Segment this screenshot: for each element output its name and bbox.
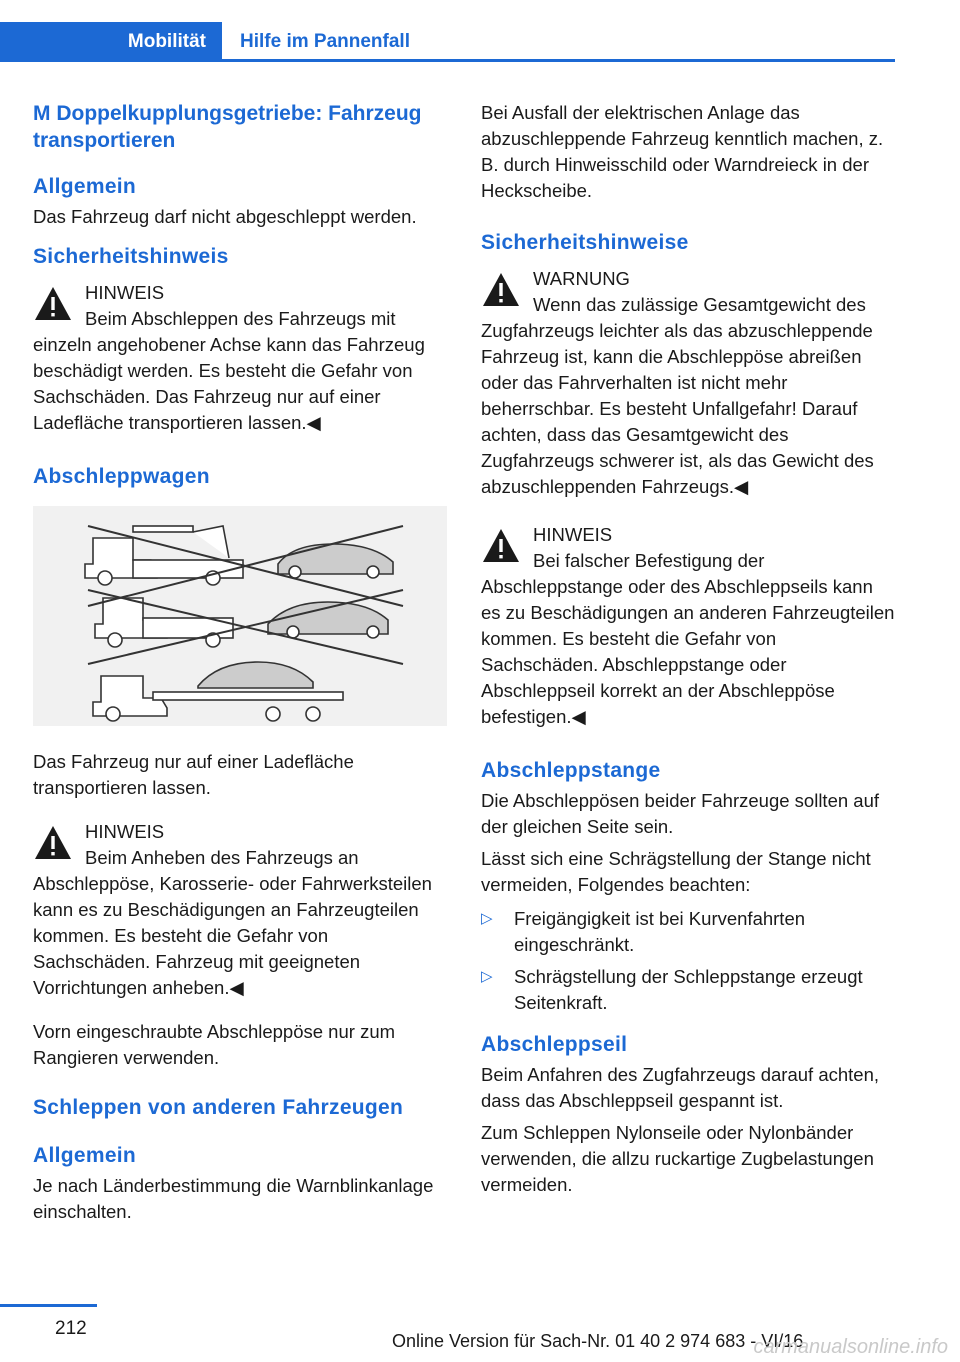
- allgemein-text: Das Fahrzeug darf nicht abgeschleppt werden.: [33, 206, 417, 227]
- intro-text: Bei Ausfall der elektrischen Anlage das abzuschleppende Fahrzeug kenntlich machen, z. B. durch Hinweisschild oder Warndreieck in der Heckscheibe.: [481, 102, 884, 201]
- stange-text-1: Die Abschleppösen beider Fahrzeuge sollten auf der gleichen Seite sein.: [481, 790, 880, 837]
- online-version-note: Online Version für Sach-Nr. 01 40 2 974 683 - VI/16: [392, 1331, 804, 1351]
- left-column: [33, 100, 447, 1239]
- list-item: ▷ Freigängigkeit ist bei Kurvenfahrten eingeschränkt.: [481, 908, 806, 955]
- warning-triangle-icon: [481, 526, 521, 566]
- heading-sicherheitshinweise: Sicherheitshinweise: [481, 231, 689, 254]
- heading-abschleppseil: Abschleppseil: [481, 1033, 628, 1056]
- warning-block: [33, 280, 447, 436]
- tab-underline: [222, 59, 895, 62]
- right-column: [481, 100, 895, 1212]
- transport-text: Das Fahrzeug nur auf einer Ladefläche transportieren lassen.: [33, 751, 354, 798]
- warning-block: [481, 266, 895, 500]
- warning-text: Wenn das zulässige Gesamtgewicht des Zugfahrzeugs leichter als das abzuschleppende Fahrzeug ist, kann die Abschleppöse abreißen oder das Fahrverhalten ist nicht mehr beherrschbar. Es besteht Unfallgefahr! Darauf achten, dass das Gesamtgewicht des Zugfahrzeugs schwerer ist, als das Gewicht des abzuschleppenden Fahrzeugs.◀: [481, 294, 874, 497]
- warning-text: Bei falscher Befestigung der Abschleppstange oder des Abschleppseils kann es zu Beschädigungen an anderen Fahrzeugteilen kommen. Es besteht die Gefahr von Sachschäden. Abschleppstange oder Abschleppseil korrekt an der Abschleppöse befestigen.◀: [481, 550, 895, 727]
- triangle-bullet-icon: ▷: [481, 968, 493, 985]
- warning-block: [481, 522, 895, 730]
- warning-text: Beim Abschleppen des Fahrzeugs mit einzeln angehobener Achse kann das Fahrzeug beschädigt werden. Es besteht die Gefahr von Sachschäden. Das Fahrzeug nur auf einer Ladefläche transportieren lassen.◀: [33, 308, 425, 433]
- warning-title: HINWEIS: [533, 524, 613, 545]
- watermark: carmanualsonline.info: [753, 1336, 948, 1358]
- seil-text-2: Zum Schleppen Nylonseile oder Nylonbänder verwenden, die allzu ruckartige Zugbelastungen vermeiden.: [481, 1122, 874, 1195]
- warning-title: WARNUNG: [533, 268, 630, 289]
- heading-allgemein: Allgemein: [33, 175, 137, 198]
- warning-triangle-icon: [33, 284, 73, 324]
- heading-sicherheitshinweis: Sicherheitshinweis: [33, 245, 229, 268]
- bullet-list: [481, 906, 895, 1016]
- towing-illustration: [33, 506, 447, 726]
- heading-abschleppstange: Abschleppstange: [481, 759, 661, 782]
- list-item: ▷ Schrägstellung der Schleppstange erzeugt Seitenkraft.: [481, 966, 863, 1013]
- page-number-rule: [0, 1304, 97, 1307]
- warning-title: HINWEIS: [85, 821, 165, 842]
- section-tabs: [0, 22, 895, 62]
- warning-triangle-icon: [481, 270, 521, 310]
- allgemein-2-text: Je nach Länderbestimmung die Warnblinkanlage einschalten.: [33, 1175, 434, 1222]
- tab-mobilitaet[interactable]: Mobilität: [0, 22, 222, 62]
- section-title: M Doppelkupplungsgetriebe: Fahrzeug transportieren: [33, 102, 422, 152]
- warning-title: HINWEIS: [85, 282, 165, 303]
- heading-schleppen: Schleppen von anderen Fahrzeugen: [33, 1096, 404, 1119]
- page-number: 212: [55, 1318, 87, 1339]
- stange-text-2: Lässt sich eine Schrägstellung der Stange nicht vermeiden, Folgendes beachten:: [481, 848, 871, 895]
- heading-allgemein-2: Allgemein: [33, 1144, 137, 1167]
- tab-hilfe-im-pannenfall[interactable]: Hilfe im Pannenfall: [240, 31, 410, 52]
- vorn-text: Vorn eingeschraubte Abschleppöse nur zum Rangieren verwenden.: [33, 1021, 396, 1068]
- triangle-bullet-icon: ▷: [481, 910, 493, 927]
- warning-triangle-icon: [33, 823, 73, 863]
- seil-text-1: Beim Anfahren des Zugfahrzeugs darauf achten, dass das Abschleppseil gespannt ist.: [481, 1064, 880, 1111]
- heading-abschleppwagen: Abschleppwagen: [33, 465, 210, 488]
- warning-text: Beim Anheben des Fahrzeugs an Abschleppöse, Karosserie- oder Fahrwerksteilen kann es zu Beschädigungen an Fahrzeugteilen kommen. Es besteht die Gefahr von Sachschäden. Fahrzeug mit geeigneten Vorrichtungen anheben.◀: [33, 847, 432, 998]
- warning-block: [33, 819, 447, 1001]
